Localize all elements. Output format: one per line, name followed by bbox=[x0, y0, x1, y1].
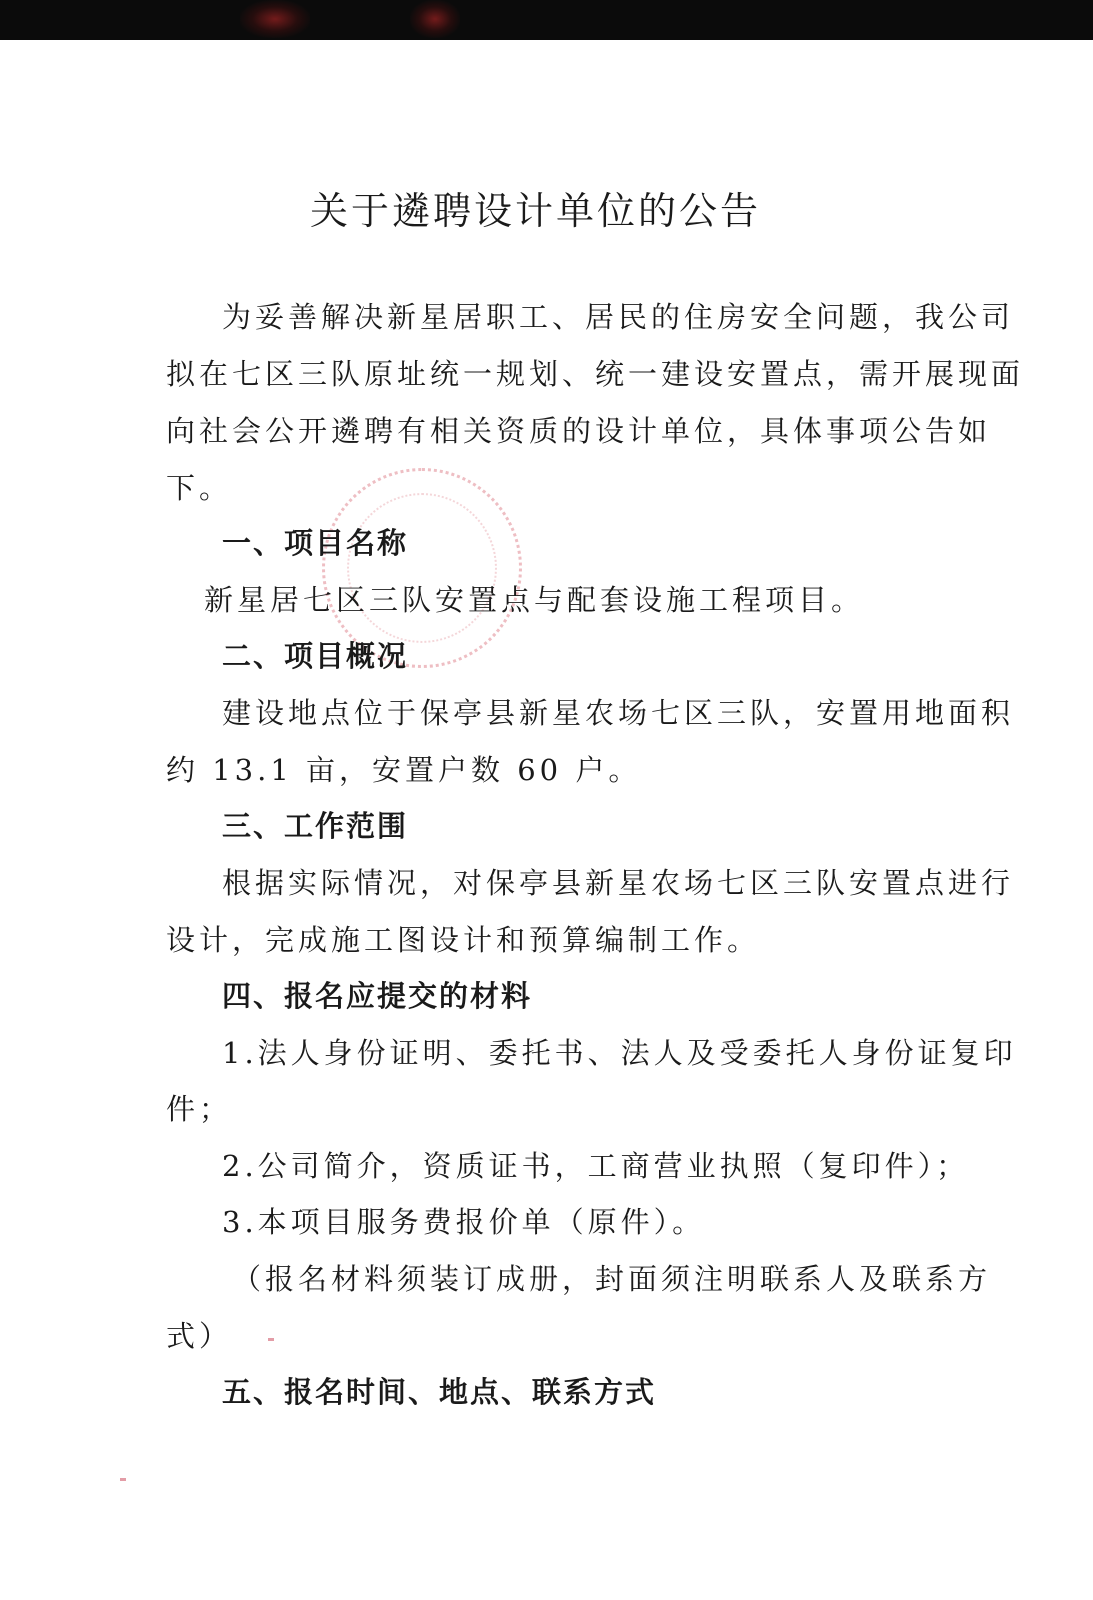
section-heading-registration: 五、报名时间、地点、联系方式 bbox=[222, 1375, 657, 1409]
section-heading-work-scope: 三、工作范围 bbox=[222, 809, 409, 843]
intro-line: 拟在七区三队原址统一规划、统一建设安置点，需开展现面 bbox=[166, 357, 1025, 391]
document-title: 关于遴聘设计单位的公告 bbox=[309, 189, 761, 233]
section-line: 式） bbox=[166, 1319, 233, 1353]
section-line: 3.本项目服务费报价单（原件）。 bbox=[222, 1205, 706, 1239]
stamp-speck bbox=[268, 1338, 274, 1341]
section-heading-project-name: 一、项目名称 bbox=[222, 526, 409, 560]
section-line: 约 13.1 亩，安置户数 60 户。 bbox=[166, 753, 642, 787]
section-heading-project-overview: 二、项目概况 bbox=[222, 639, 409, 673]
section-heading-materials: 四、报名应提交的材料 bbox=[222, 979, 533, 1013]
scan-top-border bbox=[0, 0, 1093, 40]
section-line: 2.公司简介，资质证书，工商营业执照（复印件）； bbox=[222, 1149, 970, 1183]
section-line: 件； bbox=[166, 1092, 233, 1126]
section-line: 根据实际情况，对保亭县新星农场七区三队安置点进行 bbox=[222, 866, 1015, 900]
intro-line: 为妥善解决新星居职工、居民的住房安全问题，我公司 bbox=[222, 300, 1015, 334]
section-line: 建设地点位于保亭县新星农场七区三队，安置用地面积 bbox=[222, 696, 1015, 730]
official-seal-inner-ring bbox=[347, 493, 497, 643]
stamp-speck bbox=[120, 1478, 126, 1481]
section-line: 1.法人身份证明、委托书、法人及受委托人身份证复印 bbox=[222, 1036, 1017, 1070]
intro-line: 下。 bbox=[166, 471, 233, 505]
scan-artifact bbox=[410, 0, 460, 38]
intro-line: 向社会公开遴聘有相关资质的设计单位，具体事项公告如 bbox=[166, 414, 992, 448]
section-line: 设计，完成施工图设计和预算编制工作。 bbox=[166, 923, 761, 957]
section-line: （报名材料须装订成册，封面须注明联系人及联系方 bbox=[232, 1262, 992, 1296]
scan-artifact bbox=[240, 0, 310, 38]
section-line: 新星居七区三队安置点与配套设施工程项目。 bbox=[204, 583, 865, 617]
